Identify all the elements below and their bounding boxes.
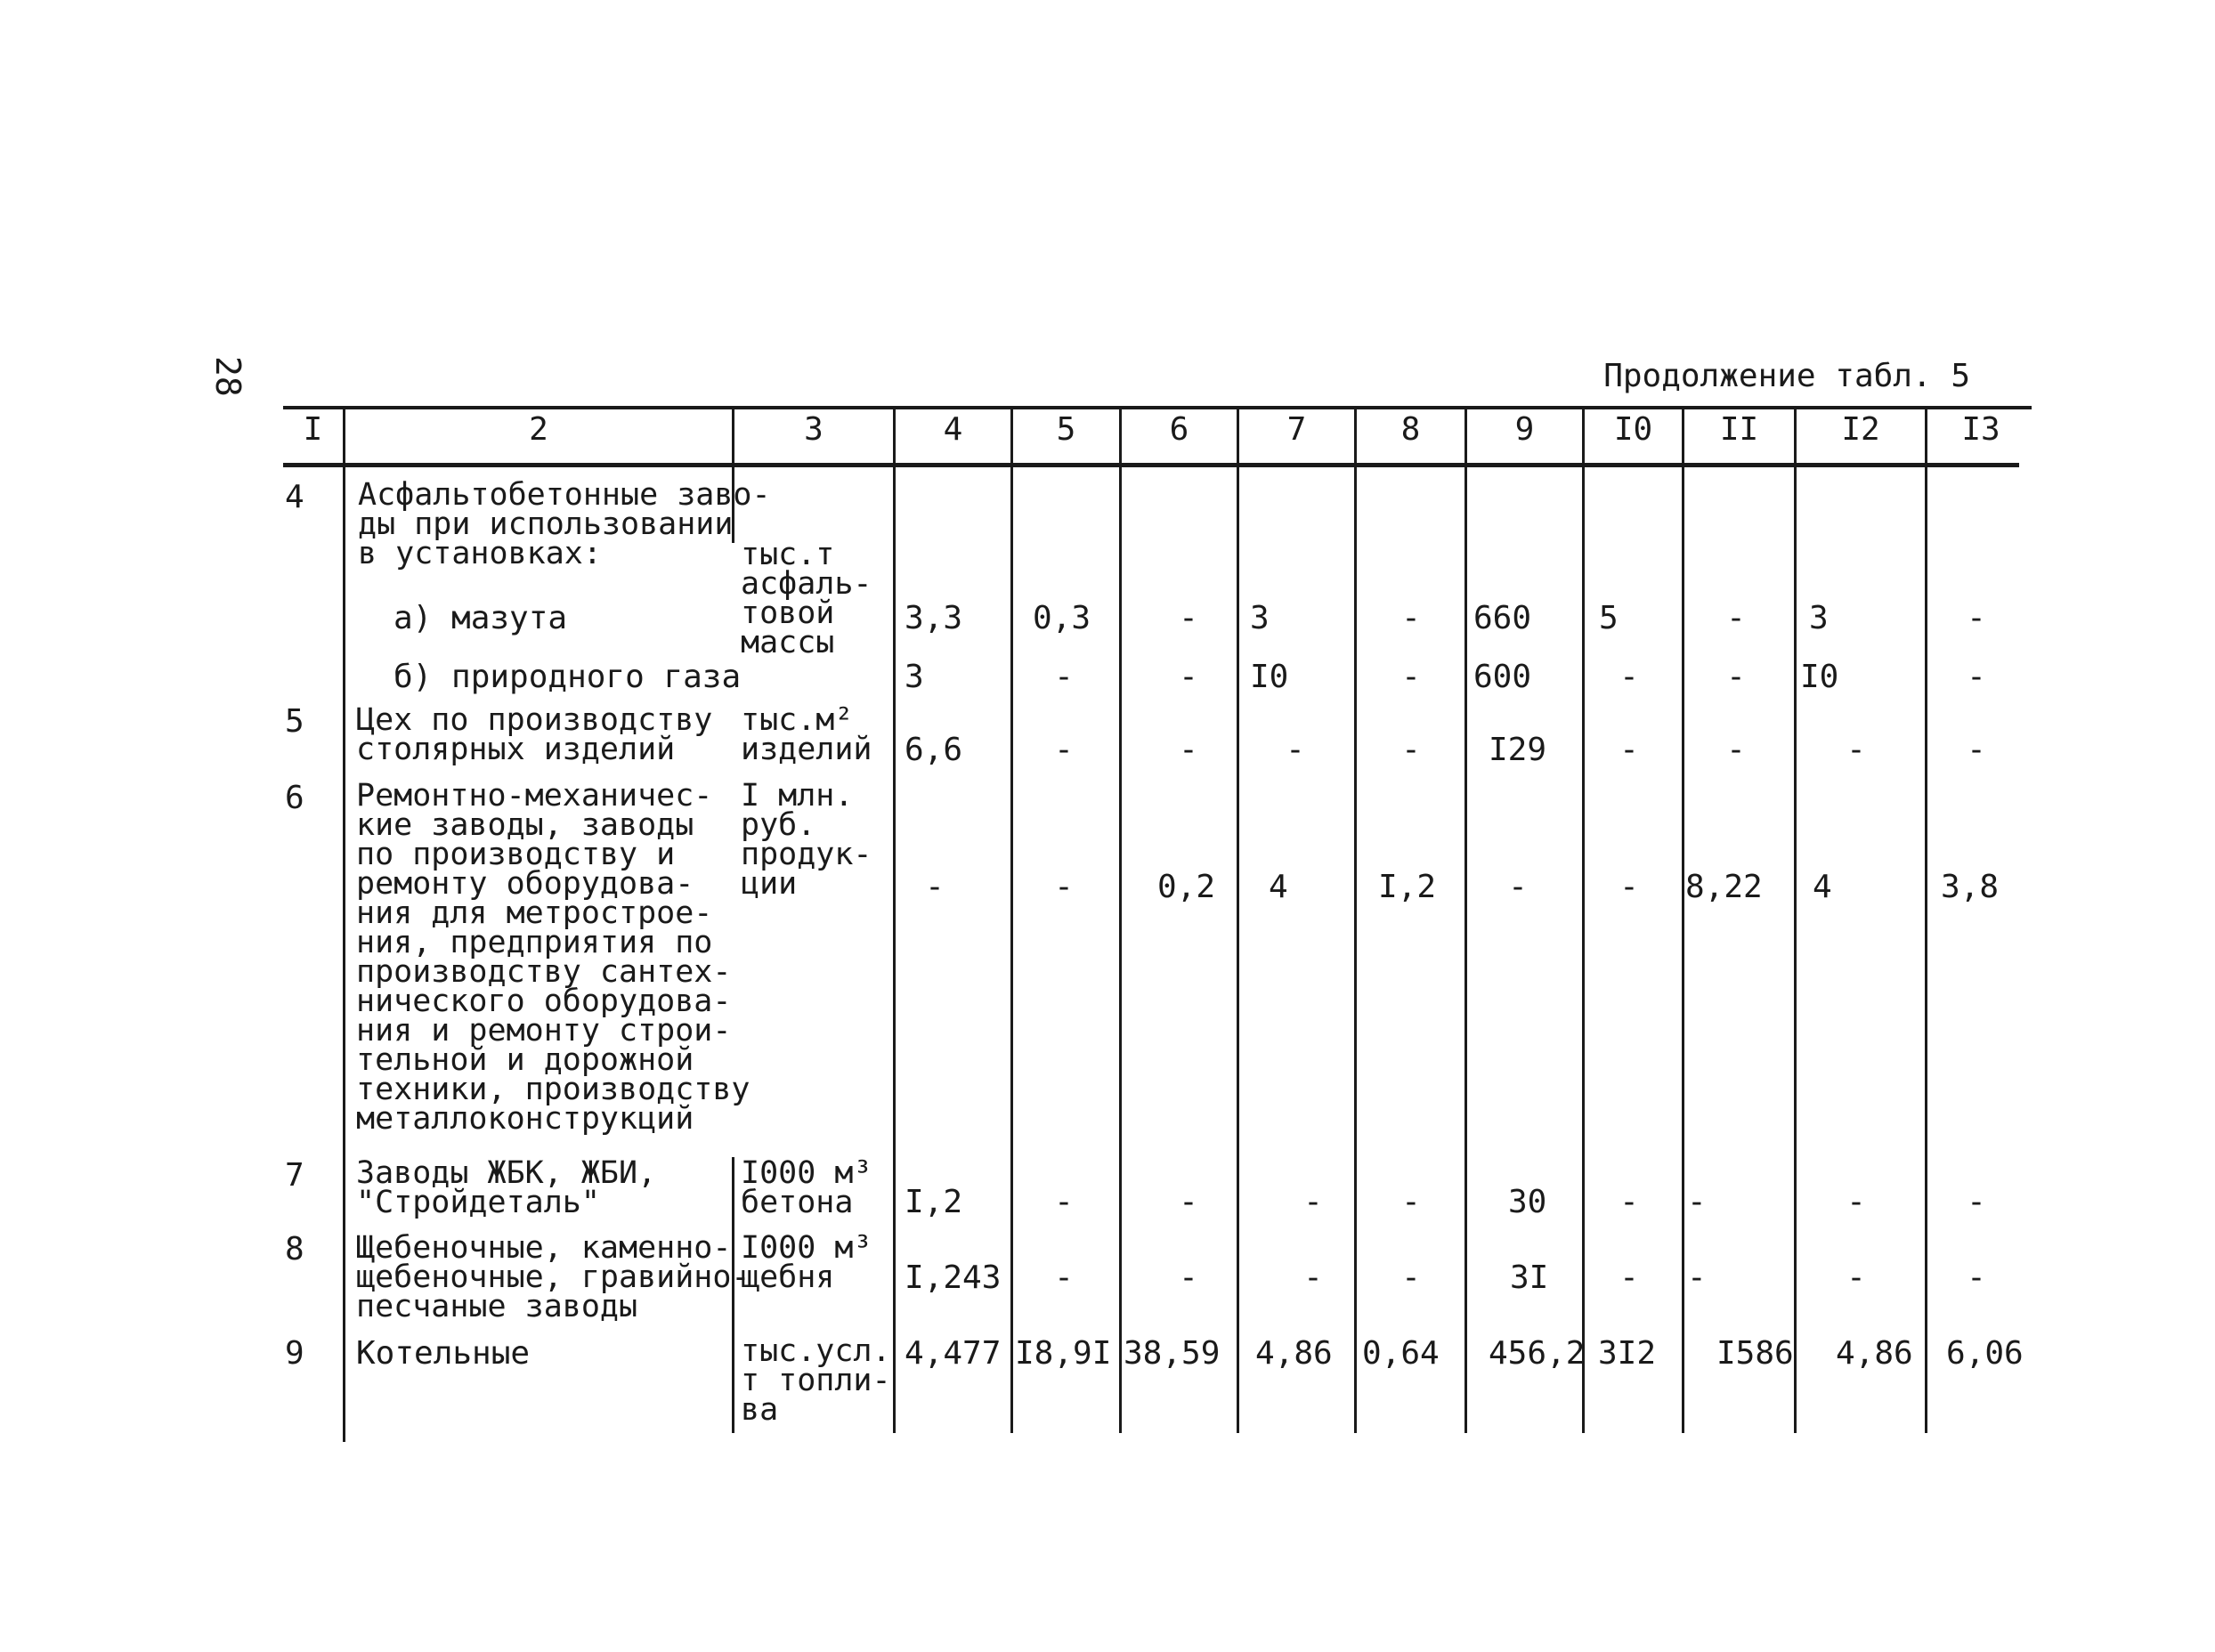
value-cell: - [1401, 659, 1421, 695]
value-cell: - [1401, 600, 1421, 636]
row-name: Цех по производству столярных изделий [356, 702, 713, 767]
value-cell: - [1179, 659, 1198, 695]
value-cell: - [1303, 1184, 1323, 1220]
value-cell: - [1401, 732, 1421, 768]
sub-row-name: а) мазута [394, 600, 568, 636]
column-header: 5 [1056, 411, 1076, 448]
value-cell: - [1619, 869, 1639, 905]
column-divider [893, 409, 896, 1433]
row-number: 8 [285, 1231, 304, 1267]
value-cell: - [1179, 1259, 1198, 1296]
value-cell: - [1179, 600, 1198, 636]
value-cell: - [1179, 732, 1198, 768]
value-cell: - [1286, 732, 1305, 768]
value-cell: - [1726, 600, 1746, 636]
row-unit: I000 м³ бетона [741, 1155, 872, 1220]
row-unit: тыс.м² изделий [741, 702, 872, 767]
value-cell: - [1619, 1184, 1639, 1220]
value-cell: I,2 [1378, 869, 1437, 905]
row-name: Заводы ЖБК, ЖБИ, "Стройдеталь" [356, 1155, 657, 1220]
row-number: 5 [285, 703, 304, 740]
value-cell: 0,64 [1362, 1335, 1440, 1372]
column-header: I [303, 411, 323, 448]
value-cell: - [1687, 1259, 1707, 1296]
value-cell: - [1054, 869, 1074, 905]
value-cell: 3I2 [1598, 1335, 1657, 1372]
value-cell: 4 [1813, 869, 1832, 905]
column-header: 9 [1514, 411, 1535, 448]
row-number: 7 [285, 1157, 304, 1194]
page-number: 28 [208, 356, 247, 397]
value-cell: 600 [1473, 659, 1532, 695]
value-cell: 6,6 [905, 732, 963, 768]
value-cell: 3,3 [905, 600, 963, 636]
column-header: I3 [1961, 411, 2000, 448]
value-cell: - [1508, 869, 1528, 905]
column-header: 4 [943, 411, 963, 448]
value-cell: - [1846, 732, 1866, 768]
column-divider [1925, 409, 1927, 1433]
value-cell: 3I [1510, 1259, 1549, 1296]
value-cell: - [1846, 1184, 1866, 1220]
table-top-rule [283, 406, 2032, 409]
value-cell: - [1401, 1184, 1421, 1220]
value-cell: 4 [1269, 869, 1288, 905]
value-cell: I0 [1250, 659, 1289, 695]
row-name: Котельные [356, 1335, 531, 1372]
value-cell: - [1619, 659, 1639, 695]
table-caption: Продолжение табл. 5 [1603, 358, 1970, 394]
value-cell: 0,3 [1033, 600, 1091, 636]
value-cell: - [925, 869, 945, 905]
value-cell: - [1726, 732, 1746, 768]
value-cell: 4,86 [1836, 1335, 1913, 1372]
column-header: 7 [1286, 411, 1307, 448]
value-cell: 0,2 [1157, 869, 1216, 905]
row-name: Асфальтобетонные заво- ды при использовании в установках: [358, 477, 771, 571]
value-cell: I,243 [905, 1259, 1002, 1296]
column-divider [1682, 409, 1684, 1433]
column-header: 8 [1400, 411, 1421, 448]
column-header: 6 [1169, 411, 1189, 448]
value-cell: - [1303, 1259, 1323, 1296]
row-number: 9 [285, 1335, 304, 1372]
value-cell: I586 [1716, 1335, 1794, 1372]
row-name: Ремонтно-механичес- кие заводы, заводы по производству и ремонту оборудова- ния для метрострое- ния, предприятия по производству сантех- нического оборудова- ния и ремонту строи- тельной и дорожной техники, производству металлоконструкций [356, 778, 751, 1137]
column-divider [1010, 409, 1013, 1433]
value-cell: 456,2 [1489, 1335, 1586, 1372]
value-cell: I0 [1800, 659, 1839, 695]
value-cell: 5 [1599, 600, 1619, 636]
value-cell: 4,86 [1255, 1335, 1333, 1372]
row-number: 6 [285, 780, 304, 816]
value-cell: 3 [1809, 600, 1829, 636]
value-cell: 3 [905, 659, 924, 695]
row-unit: тыс.т асфаль- товой массы [741, 537, 872, 660]
value-cell: - [1619, 732, 1639, 768]
value-cell: I8,9I [1015, 1335, 1112, 1372]
value-cell: I,2 [905, 1184, 963, 1220]
value-cell: 4,477 [905, 1335, 1002, 1372]
value-cell: - [1054, 659, 1074, 695]
value-cell: - [1687, 1184, 1707, 1220]
value-cell: - [1967, 659, 1986, 695]
column-divider [1464, 409, 1467, 1433]
value-cell: - [1619, 1259, 1639, 1296]
column-header: 2 [529, 411, 548, 448]
value-cell: 3,8 [1941, 869, 2000, 905]
column-header: I0 [1613, 411, 1653, 448]
column-header: I2 [1841, 411, 1880, 448]
column-divider [343, 409, 345, 1442]
value-cell: 3 [1250, 600, 1270, 636]
row-name: Щебеночные, каменно- щебеночные, гравийно- песчаные заводы [356, 1230, 751, 1324]
value-cell: 8,22 [1685, 869, 1763, 905]
column-header: 3 [804, 411, 824, 448]
column-divider [1582, 409, 1585, 1433]
column-divider [1237, 409, 1239, 1433]
value-cell: - [1967, 1259, 1986, 1296]
value-cell: - [1967, 732, 1986, 768]
value-cell: - [1054, 1184, 1074, 1220]
value-cell: I29 [1489, 732, 1547, 768]
table-header-rule [283, 463, 2019, 467]
value-cell: - [1054, 1259, 1074, 1296]
value-cell: - [1401, 1259, 1421, 1296]
column-header: II [1719, 411, 1759, 448]
row-unit: I млн. руб. продук- ции [741, 778, 872, 902]
column-divider [1354, 409, 1357, 1433]
row-unit: тыс.усл. т топли- ва [741, 1333, 891, 1428]
value-cell: - [1967, 1184, 1986, 1220]
value-cell: 38,59 [1124, 1335, 1221, 1372]
value-cell: - [1846, 1259, 1866, 1296]
column-divider [1119, 409, 1122, 1433]
value-cell: - [1179, 1184, 1198, 1220]
row-unit: I000 м³ щебня [741, 1230, 872, 1295]
row-number: 4 [285, 479, 304, 515]
value-cell: 660 [1473, 600, 1532, 636]
value-cell: - [1967, 600, 1986, 636]
value-cell: 6,06 [1946, 1335, 2024, 1372]
sub-row-name: б) природного газа [394, 659, 742, 695]
value-cell: - [1054, 732, 1074, 768]
value-cell: 30 [1508, 1184, 1547, 1220]
column-divider [1794, 409, 1797, 1433]
value-cell: - [1726, 659, 1746, 695]
